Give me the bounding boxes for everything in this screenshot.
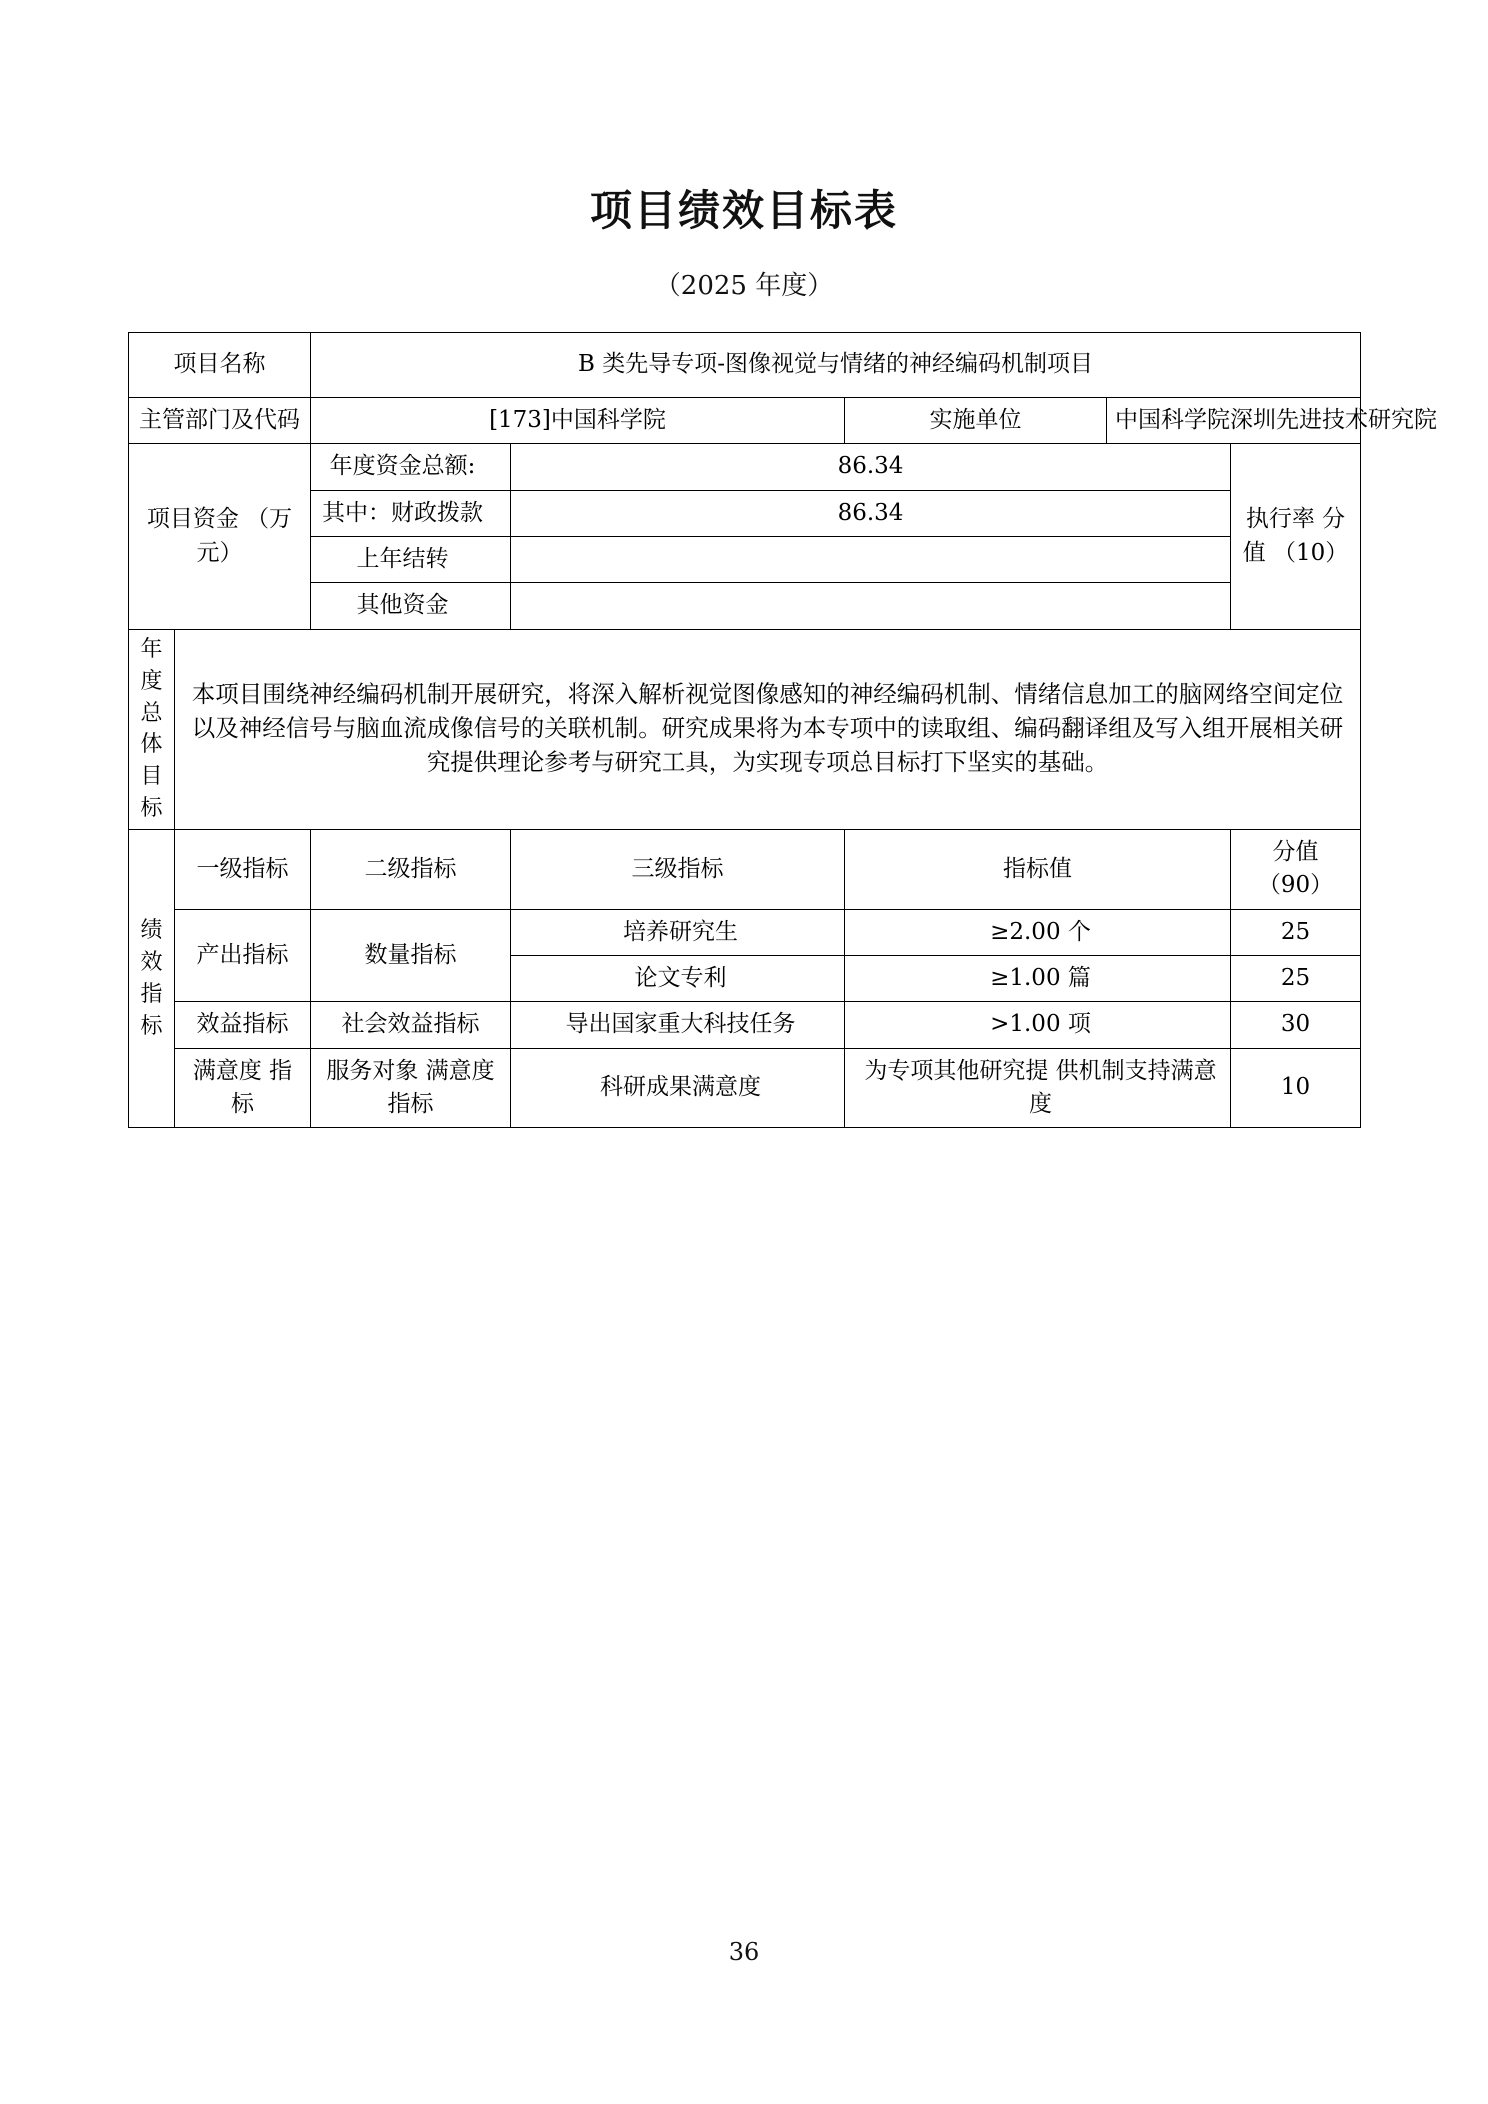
indicator-level1: 效益指标 bbox=[175, 1002, 311, 1048]
indicator-level1 bbox=[175, 1048, 311, 1128]
table-row-annual-goal bbox=[129, 629, 1361, 829]
table-row-indicator bbox=[129, 1002, 1361, 1048]
indicator-level1: 产出指标 bbox=[175, 909, 311, 1002]
fund-row-name: 年度资金总额: bbox=[311, 444, 511, 490]
fund-row-name: 其他资金 bbox=[311, 583, 511, 629]
table-row-indicator-header bbox=[129, 830, 1361, 910]
funds-label-line1: 项目资金 bbox=[146, 506, 239, 533]
table-row-project-name bbox=[129, 333, 1361, 398]
project-name-label: 项目名称 bbox=[129, 333, 311, 398]
annual-goal-label-char: 目 bbox=[140, 764, 163, 790]
indicator-value: >1.00 项 bbox=[845, 1002, 1231, 1048]
fund-row-value: 86.34 bbox=[511, 490, 1231, 536]
annual-goal-label-char: 标 bbox=[140, 796, 163, 822]
fund-row-name: 上年结转 bbox=[311, 537, 511, 583]
indicator-value-line1: 为专项其他研究提 bbox=[864, 1057, 1049, 1084]
annual-goal-label-char: 度 bbox=[140, 668, 163, 694]
annual-goal-label bbox=[129, 629, 175, 829]
fund-row-name: 其中：财政拨款 bbox=[311, 490, 511, 536]
performance-goal-table bbox=[128, 332, 1437, 1128]
indicator-value: ≥1.00 篇 bbox=[845, 956, 1231, 1002]
table-row-fund-carryover bbox=[129, 537, 1361, 583]
project-name-value: B 类先导专项-图像视觉与情绪的神经编码机制项目 bbox=[311, 333, 1361, 398]
performance-indicator-label-char: 效 bbox=[140, 949, 163, 975]
indicator-level3: 培养研究生 bbox=[511, 909, 845, 955]
performance-indicator-label-char: 标 bbox=[140, 1013, 163, 1039]
indicator-level2: 社会效益指标 bbox=[311, 1002, 511, 1048]
fund-row-value bbox=[511, 583, 1231, 629]
indicator-level3: 论文专利 bbox=[511, 956, 845, 1002]
execution-rate-line3: （10） bbox=[1273, 539, 1349, 566]
performance-indicator-label bbox=[129, 830, 175, 1128]
table-row-department bbox=[129, 398, 1361, 444]
indicator-value-line2: 供机制支持满意度 bbox=[1029, 1057, 1217, 1118]
table-row-fund-other bbox=[129, 583, 1361, 629]
department-label: 主管部门及代码 bbox=[129, 398, 311, 444]
annual-goal-label-char: 总 bbox=[140, 700, 163, 726]
indicator-score: 25 bbox=[1231, 909, 1361, 955]
execution-rate-score-cell bbox=[1231, 444, 1361, 629]
annual-goal-label-char: 年 bbox=[140, 636, 163, 662]
header-score-line2: （90） bbox=[1257, 872, 1334, 899]
indicator-level3: 导出国家重大科技任务 bbox=[511, 1002, 845, 1048]
annual-goal-label-char: 体 bbox=[140, 732, 163, 758]
implementing-unit-value: 中国科学院深圳先进技术研究院 bbox=[1107, 398, 1361, 444]
table-row-fund-fiscal bbox=[129, 490, 1361, 536]
annual-goal-text: 本项目围绕神经编码机制开展研究，将深入解析视觉图像感知的神经编码机制、情绪信息加工的脑网络空间定位以及神经信号与脑血流成像信号的关联机制。研究成果将为本专项中的读取组、编码翻译组及写入组开展相关研究提供理论参考与研究工具，为实现专项总目标打下坚实的基础。 bbox=[175, 629, 1361, 829]
header-score bbox=[1231, 830, 1361, 910]
page-subtitle: （2025 年度） bbox=[654, 271, 834, 301]
indicator-level1-line1: 满意度 bbox=[192, 1057, 262, 1084]
header-level3: 三级指标 bbox=[511, 830, 845, 910]
execution-rate-line2: 分值 bbox=[1242, 506, 1346, 566]
table-row-fund-total bbox=[129, 444, 1361, 490]
table-row-indicator bbox=[129, 909, 1361, 955]
implementing-unit-label: 实施单位 bbox=[845, 398, 1107, 444]
performance-indicator-label-char: 绩 bbox=[140, 917, 163, 943]
performance-indicator-label-char: 指 bbox=[140, 981, 163, 1007]
header-score-line1: 分值 bbox=[1272, 839, 1319, 866]
fund-row-value: 86.34 bbox=[511, 444, 1231, 490]
page-number: 36 bbox=[728, 1938, 760, 1966]
table-row-indicator bbox=[129, 1048, 1361, 1128]
indicator-level2: 数量指标 bbox=[311, 909, 511, 1002]
indicator-level2 bbox=[311, 1048, 511, 1128]
header-indicator-value: 指标值 bbox=[845, 830, 1231, 910]
header-level2: 二级指标 bbox=[311, 830, 511, 910]
indicator-level2-line2: 满意度指标 bbox=[387, 1057, 495, 1118]
header-level1: 一级指标 bbox=[175, 830, 311, 910]
indicator-level2-line1: 服务对象 bbox=[326, 1057, 419, 1084]
department-value: [173]中国科学院 bbox=[311, 398, 845, 444]
indicator-score: 30 bbox=[1231, 1002, 1361, 1048]
indicator-score: 10 bbox=[1231, 1048, 1361, 1128]
indicator-value bbox=[845, 1048, 1231, 1128]
fund-row-value bbox=[511, 537, 1231, 583]
indicator-score: 25 bbox=[1231, 956, 1361, 1002]
funds-label-line2: （万元） bbox=[196, 506, 293, 566]
indicator-value: ≥2.00 个 bbox=[845, 909, 1231, 955]
execution-rate-line1: 执行率 bbox=[1245, 506, 1315, 533]
indicator-level1-line2: 指标 bbox=[231, 1057, 293, 1118]
page-title: 项目绩效目标表 bbox=[589, 186, 898, 235]
funds-label bbox=[129, 444, 311, 629]
indicator-level3: 科研成果满意度 bbox=[511, 1048, 845, 1128]
